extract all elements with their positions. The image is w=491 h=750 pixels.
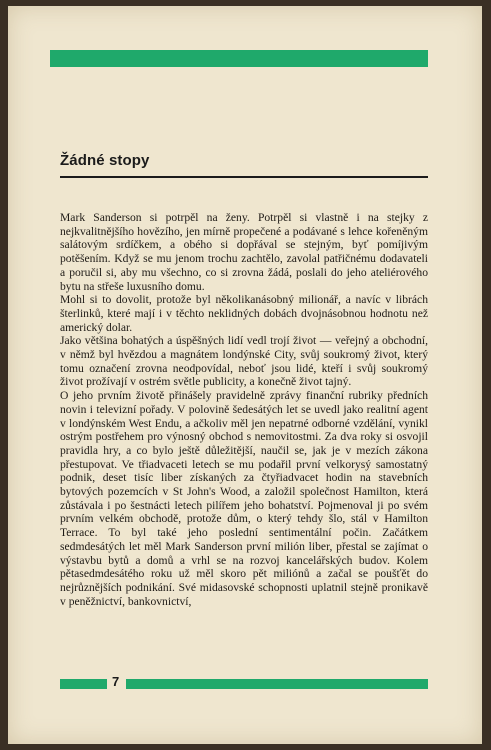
paragraph: O jeho prvním životě přinášely pravidelně zprávy finanční rubriky předních novin i televizní pořady. V polovině šedesátých let se uvedl jako realitní agent v londýnském West Endu, a ačkoliv měl jen nepatrné odborné vzdělání, vynikl ostrým postřehem pro výnosný obchod s nemovitostmi. Za dva roky si osvojil pravidla hry, a co bylo ještě důležitější, naučil se, jak je v mezích zákona přestupovat. Ve třiadvaceti letech se mu podařil první velkorysý samostatný podnik, deset tisíc liber získaných za čtyřiadvacet hodin na stavebních bytových pozemcích v St John's Wood, a založil společnost Hamilton, která zůstávala i po šestnácti letech pilířem jeho bohatství. Pojmenoval ji po svém prvním velkém obchodě, protože dům, o který tehdy šlo, stál v Hamilton Terrace. To byl také jeho poslední sentimentální počin. Začátkem sedmdesátých let měl Mark Sanderson první milión liber, přestal se zajímat o výstavbu bytů a domů a vrhl se na rozvoj kancelářských budov. Kolem pětasedmdesátého roku už měl skoro pět miliónů a začal se poušťět do nejrůznějších podnikání. Své midasovské schopnosti uplatnil stejně pronikavě v peněžnictví, bankovnictví, — [60, 389, 428, 608]
title-underline-rule — [60, 176, 428, 178]
page-footer — [60, 675, 428, 690]
paragraph: Jako většina bohatých a úspěšných lidí vedl trojí život — veřejný a obchodní, v němž byl hvězdou a magnátem londýnské City, svůj soukromý život, který tomu označení zrovna neodpovídal, neboť jsou lidé, kteří i svůj soukromý život prožívají v ostrém světle publicity, a konečně život tajný. — [60, 334, 428, 389]
paragraph: Mark Sanderson si potrpěl na ženy. Potrpěl si vlastně i na stejky z nejkvalitnějšího hovězího, jen mírně propečené a podávané s lehce kořeněným salátovým srdíčkem, a obého si dopřával se stejným, byť pomíjivým potěšením. Když se mu jenom trochu zachtělo, zavolal patřičnému dodavateli a poručil si, aby mu všechno, co si zrovna žádá, poslali do jeho ateliérového bytu na střeše luxusního domu. — [60, 211, 428, 293]
chapter-title: Žádné stopy — [60, 152, 150, 169]
book-page — [8, 6, 482, 744]
header-green-bar — [50, 50, 428, 67]
paragraph: Mohl si to dovolit, protože byl několikanásobný milionář, a navíc v librách šterlinků, které mají i v těchto neklidných dobách dvojnásobnou hodnotu než americký dolar. — [60, 293, 428, 334]
footer-green-bar-right — [126, 679, 428, 689]
body-text — [60, 211, 428, 608]
footer-green-bar-left — [60, 679, 107, 689]
page-number: 7 — [112, 674, 120, 689]
